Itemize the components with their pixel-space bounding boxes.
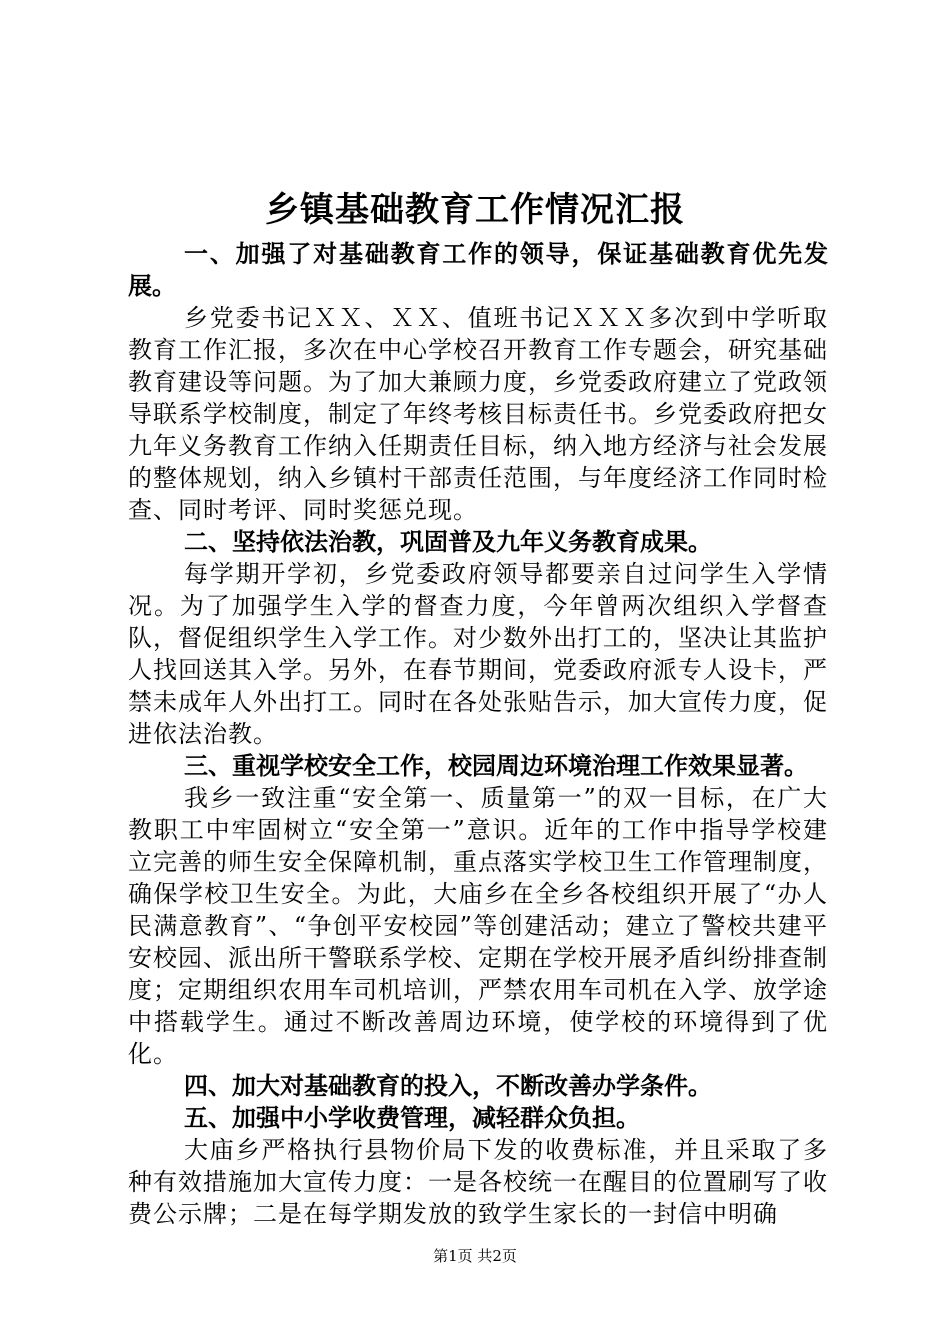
section-paragraph-5: 大庙乡严格执行县物价局下发的收费标准，并且采取了多种有效措施加大宣传力度：一是各校统一在醒目的位置刷写了收费公示牌；二是在每学期发放的致学生家长的一封信中明确 xyxy=(128,1136,828,1228)
document-title: 乡镇基础教育工作情况汇报 xyxy=(265,190,685,230)
section-paragraph-3: 我乡一致注重“安全第一、质量第一”的双一目标，在广大教职工中牢固树立“安全第一”意识。近年的工作中指导学校建立完善的师生安全保障机制，重点落实学校卫生工作管理制度，确保学校卫生安全。为此，大庙乡在全乡各校组织开展了“办人民满意教育”、“争创平安校园”等创建活动；建立了警校共建平安校园、派出所干警联系学校、定期在学校开展矛盾纠纷排查制度；定期组织农用车司机培训，严禁农用车司机在入学、放学途中搭载学生。通过不断改善周边环境，使学校的环境得到了优化。 xyxy=(128,784,828,1068)
section-heading-2: 二、坚持依法治教，巩固普及九年义务教育成果。 xyxy=(184,528,712,556)
section-paragraph-1: 乡党委书记ＸＸ、ＸＸ、值班书记ＸＸＸ多次到中学听取教育工作汇报，多次在中心学校召开教育工作专题会，研究基础教育建设等问题。为了加大兼顾力度，乡党委政府建立了党政领导联系学校制度，制定了年终考核目标责任书。乡党委政府把女九年义务教育工作纳入任期责任目标，纳入地方经济与社会发展的整体规划，纳入乡镇村干部责任范围，与年度经济工作同时检查、同时考评、同时奖惩兑现。 xyxy=(128,304,828,524)
section-heading-1: 一、加强了对基础教育工作的领导，保证基础教育优先发展。 xyxy=(128,240,828,300)
section-heading-3: 三、重视学校安全工作，校园周边环境治理工作效果显著。 xyxy=(184,752,808,780)
page-footer: 第1页 共2页 xyxy=(433,1247,517,1265)
section-paragraph-2: 每学期开学初，乡党委政府领导都要亲自过问学生入学情况。为了加强学生入学的督查力度，今年曾两次组织入学督查队，督促组织学生入学工作。对少数外出打工的，坚决让其监护人找回送其入学。另外，在春节期间，党委政府派专人设卡，严禁未成年人外出打工。同时在各处张贴告示，加大宣传力度，促进依法治教。 xyxy=(128,560,828,748)
section-heading-5: 五、加强中小学收费管理，减轻群众负担。 xyxy=(184,1104,640,1132)
section-heading-4: 四、加大对基础教育的投入，不断改善办学条件。 xyxy=(184,1072,712,1100)
document-body xyxy=(128,238,828,1230)
